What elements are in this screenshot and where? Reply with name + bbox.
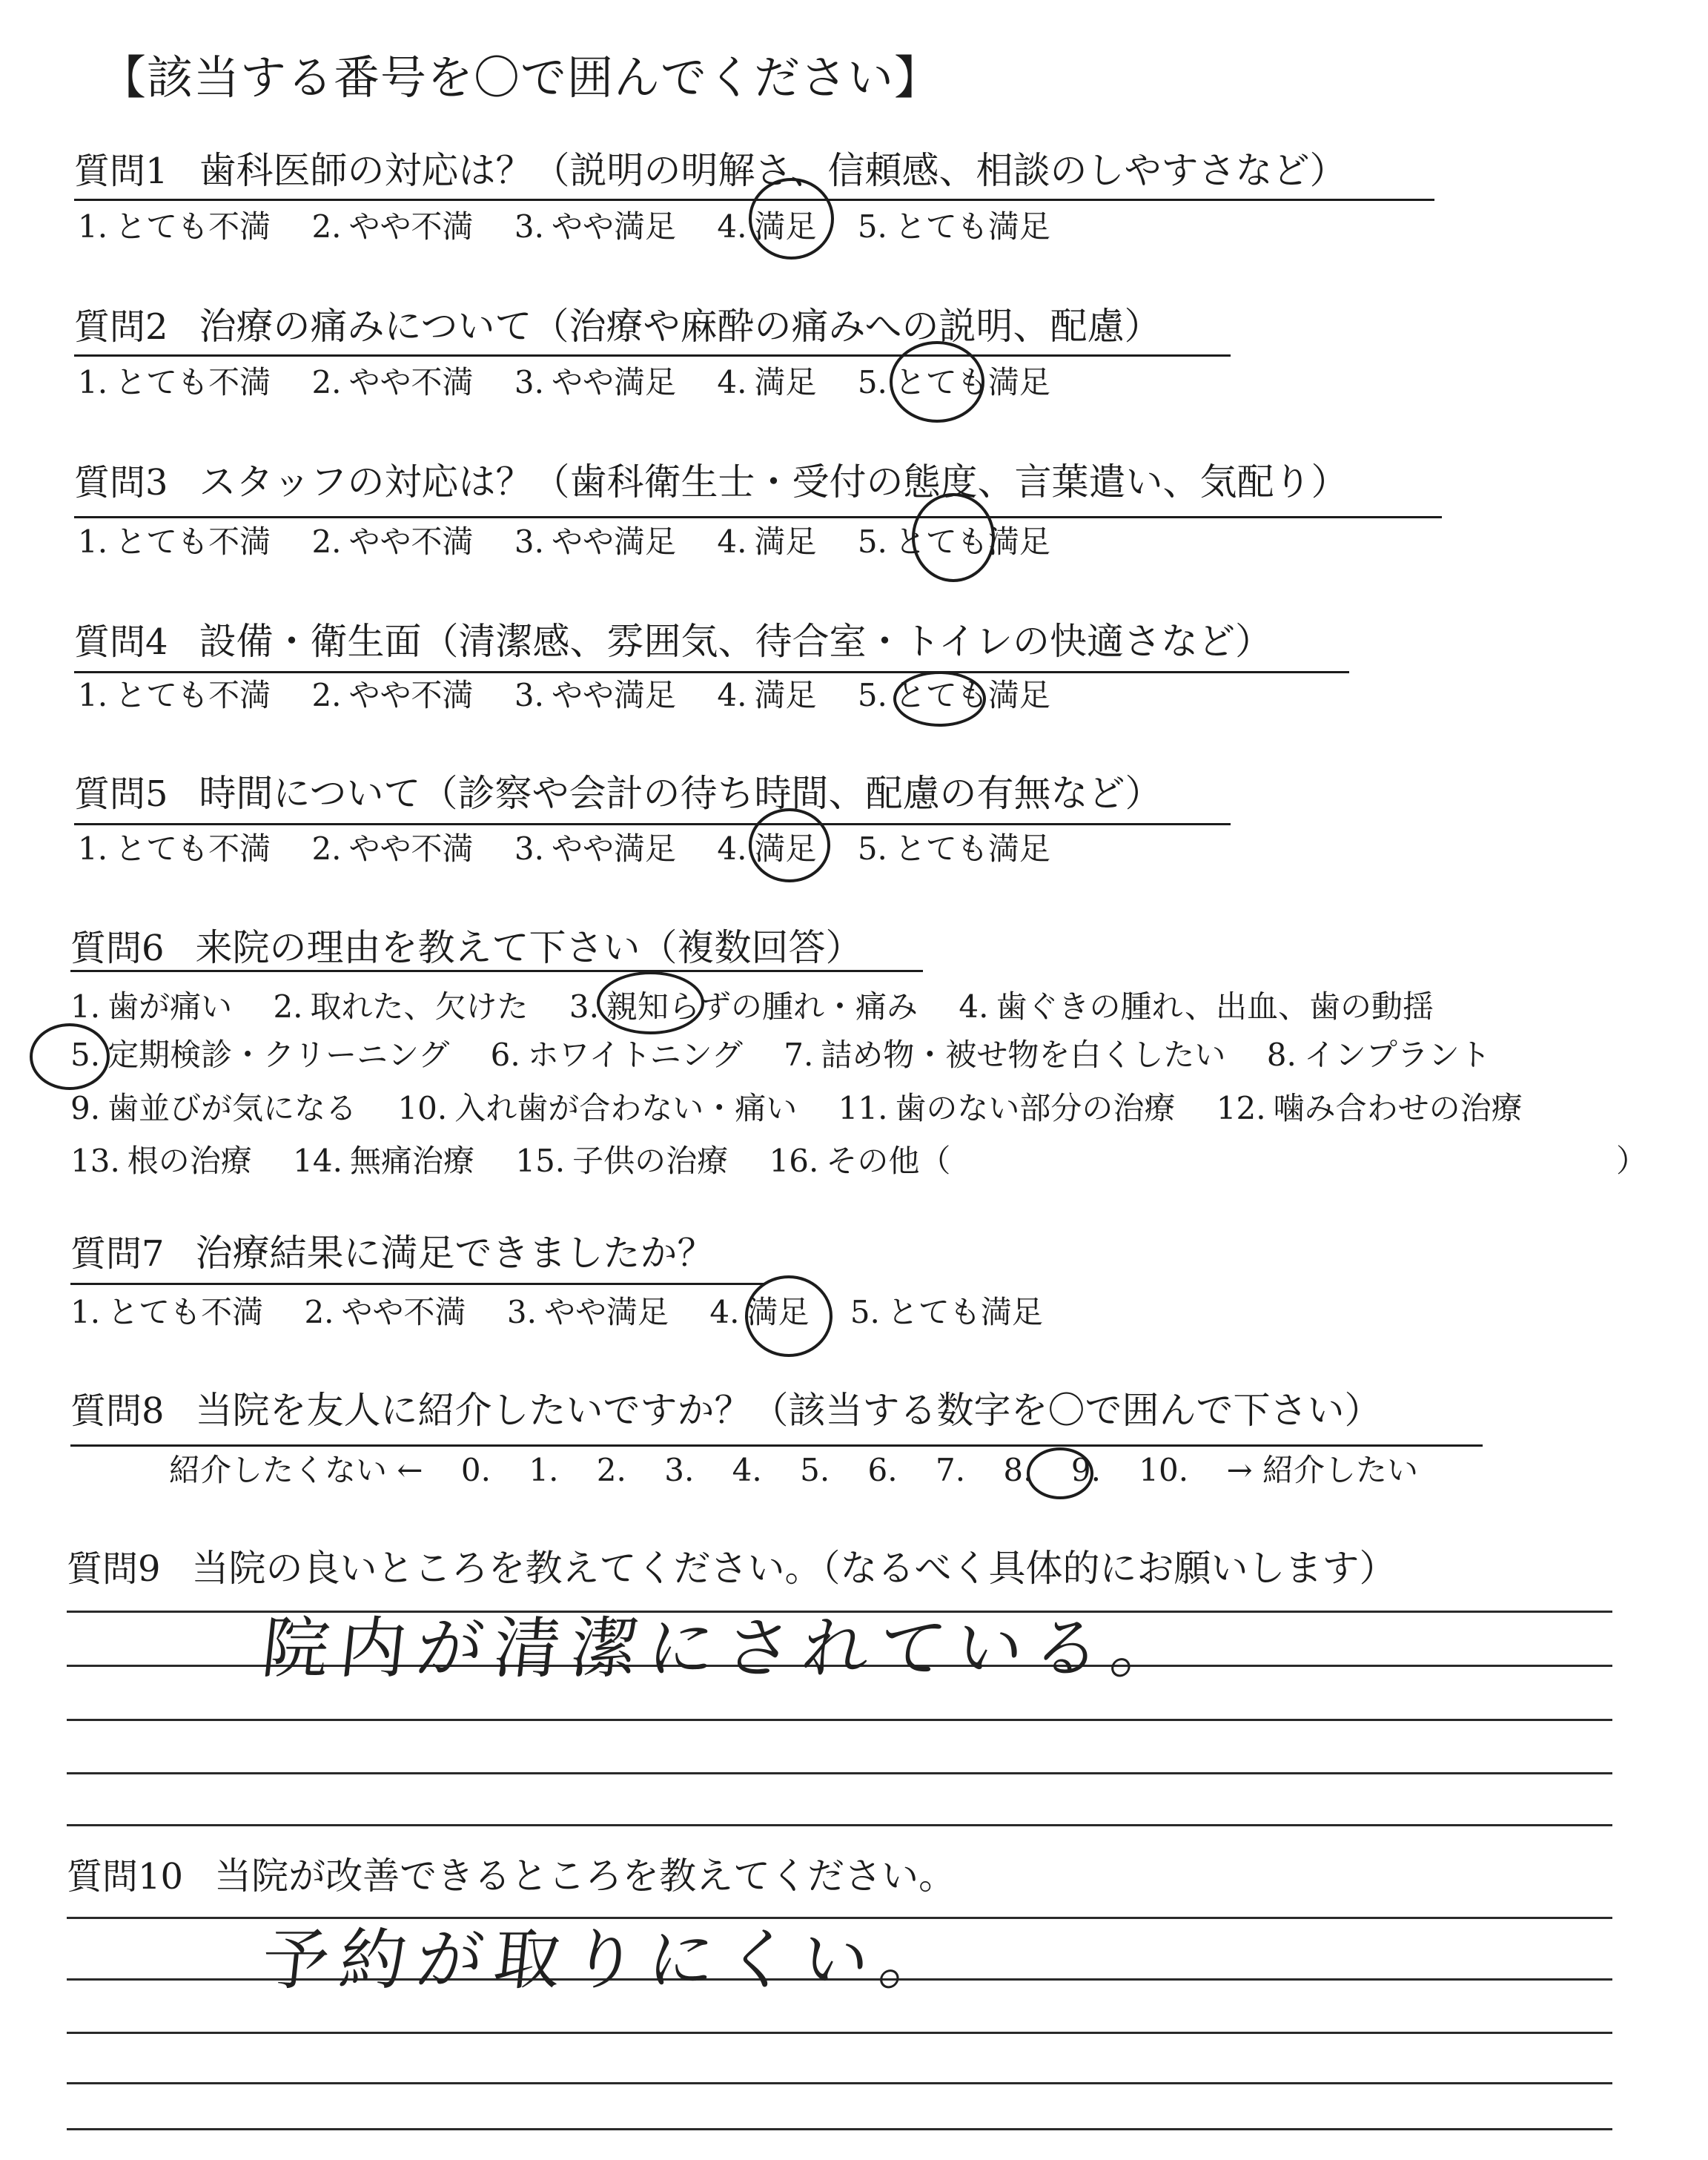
q3-option-3[interactable]: 3. やや満足 (514, 524, 676, 560)
question-3-underline (74, 516, 1442, 518)
q6-option-6[interactable]: 6. ホワイトニング (490, 1037, 743, 1073)
q5-option-2[interactable]: 2. やや不満 (311, 830, 474, 867)
q6-option-3[interactable]: 3. 親知らずの腫れ・痛み (569, 988, 918, 1025)
q6-option-8[interactable]: 8. インプラント (1266, 1037, 1491, 1073)
question-6-row-2 (70, 1034, 1491, 1076)
q6-option-14[interactable]: 14. 無痛治療 (293, 1143, 474, 1179)
question-6-row-4 (70, 1140, 950, 1182)
q3-option-5[interactable]: 5. とても満足 (857, 524, 1050, 560)
q2-option-1[interactable]: 1. とても不満 (78, 364, 271, 400)
q2-selection-circle (890, 341, 984, 423)
question-6-label: 質問6 (70, 928, 165, 969)
question-3-text: スタッフの対応は？（歯科衛生士・受付の態度、言葉遣い、気配り） (199, 460, 1348, 503)
q6-selection-circle-3 (597, 971, 704, 1034)
q6-option-1[interactable]: 1. 歯が痛い (70, 988, 233, 1025)
question-3 (74, 460, 1348, 505)
question-10 (67, 1854, 956, 1899)
q5-option-3[interactable]: 3. やや満足 (514, 830, 676, 867)
q8-scale-9[interactable]: 9. (1070, 1452, 1101, 1488)
q6-option-15[interactable]: 15. 子供の治療 (515, 1143, 729, 1179)
question-8-text: 当院を友人に紹介したいですか？（該当する数字を〇で囲んで下さい） (195, 1389, 1382, 1432)
question-6 (70, 925, 863, 971)
question-1 (74, 148, 1347, 194)
q2-option-2[interactable]: 2. やや不満 (311, 364, 474, 400)
q7-option-1[interactable]: 1. とても不満 (70, 1294, 264, 1330)
q8-scale-7[interactable]: 7. (935, 1452, 966, 1488)
question-5-underline (74, 823, 1231, 825)
question-7-options (70, 1292, 1043, 1333)
q3-option-1[interactable]: 1. とても不満 (78, 524, 271, 560)
q10-writing-line-3 (67, 2032, 1612, 2034)
q8-scale-5[interactable]: 5. (800, 1452, 830, 1488)
q8-scale-3[interactable]: 3. (664, 1452, 695, 1488)
q3-option-2[interactable]: 2. やや不満 (311, 524, 474, 560)
q7-option-3[interactable]: 3. やや満足 (506, 1294, 669, 1330)
q6-option-16[interactable]: 16. その他（ (769, 1143, 951, 1179)
q2-option-5[interactable]: 5. とても満足 (857, 364, 1050, 400)
q8-scale-6[interactable]: 6. (867, 1452, 898, 1488)
q7-option-2[interactable]: 2. やや不満 (304, 1294, 466, 1330)
q6-option-12[interactable]: 12. 噛み合わせの治療 (1216, 1090, 1523, 1126)
q4-option-5[interactable]: 5. とても満足 (857, 677, 1050, 713)
question-7-label: 質問7 (70, 1233, 165, 1275)
question-1-text: 歯科医師の対応は？（説明の明解さ、信頼感、相談のしやすさなど） (199, 149, 1347, 192)
question-8 (70, 1388, 1382, 1433)
question-2 (74, 304, 1162, 349)
q4-selection-circle (893, 671, 986, 727)
q5-option-5[interactable]: 5. とても満足 (857, 830, 1050, 867)
q4-option-3[interactable]: 3. やや満足 (514, 677, 676, 713)
question-8-label: 質問8 (70, 1390, 165, 1432)
question-2-label: 質問2 (74, 306, 168, 348)
q1-option-2[interactable]: 2. やや不満 (311, 208, 474, 245)
question-6-underline (70, 970, 923, 972)
question-10-text: 当院が改善できるところを教えてください。 (214, 1855, 956, 1898)
question-9 (67, 1546, 1397, 1591)
question-7-underline (70, 1283, 764, 1285)
question-2-underline (74, 354, 1231, 357)
q7-selection-circle (745, 1275, 833, 1357)
q6-selection-circle-5 (30, 1023, 110, 1090)
q2-option-3[interactable]: 3. やや満足 (514, 364, 676, 400)
q1-option-3[interactable]: 3. やや満足 (514, 208, 676, 245)
q8-scale-1[interactable]: 1. (529, 1452, 559, 1488)
q8-scale-10[interactable]: 10. (1139, 1452, 1189, 1488)
question-7-text: 治療結果に満足できましたか？ (195, 1232, 715, 1275)
q6-option-10[interactable]: 10. 入れ歯が合わない・痛い (397, 1090, 798, 1126)
question-5-options (78, 828, 1050, 870)
q6-option-9[interactable]: 9. 歯並びが気になる (70, 1090, 357, 1126)
question-9-text: 当院の良いところを教えてください。（なるべく具体的にお願いします） (191, 1547, 1397, 1590)
q10-writing-line-5 (67, 2128, 1612, 2130)
q4-option-1[interactable]: 1. とても不満 (78, 677, 271, 713)
question-4-underline (74, 671, 1349, 673)
q6-option-5[interactable]: 5. 定期検診・クリーニング (70, 1037, 450, 1073)
q9-writing-line-5 (67, 1824, 1612, 1826)
q8-scale-4[interactable]: 4. (732, 1452, 762, 1488)
q8-selection-circle (1027, 1447, 1093, 1499)
page-title: 【該当する番号を〇で囲んでください】 (100, 50, 941, 105)
q8-scale-left-label: 紹介したくない ← (169, 1452, 423, 1488)
q6-option-13[interactable]: 13. 根の治療 (70, 1143, 252, 1179)
question-8-underline (70, 1444, 1483, 1447)
q5-option-1[interactable]: 1. とても不満 (78, 830, 271, 867)
q9-writing-line-4 (67, 1772, 1612, 1774)
q6-other-close-paren: ） (1616, 1143, 1648, 1179)
question-6-row-1 (70, 986, 1434, 1028)
q6-option-11[interactable]: 11. 歯のない部分の治療 (838, 1090, 1176, 1126)
q10-writing-line-4 (67, 2082, 1612, 2084)
q8-scale-right-label: → 紹介したい (1226, 1452, 1418, 1488)
q1-selection-circle (749, 178, 834, 260)
q6-option-4[interactable]: 4. 歯ぐきの腫れ、出血、歯の動揺 (959, 988, 1434, 1025)
question-4 (74, 619, 1272, 664)
question-5 (74, 771, 1162, 816)
q7-option-4[interactable]: 4. 満足 (709, 1294, 810, 1330)
q4-option-4[interactable]: 4. 満足 (717, 677, 817, 713)
q8-scale-2[interactable]: 2. (596, 1452, 626, 1488)
question-8-scale (169, 1450, 1446, 1491)
q6-option-2[interactable]: 2. 取れた、欠けた (273, 988, 529, 1025)
q9-handwritten-answer: 院内が清潔にされている。 (258, 1610, 1192, 1688)
question-4-text: 設備・衛生面（清潔感、雰囲気、待合室・トイレの快適さなど） (199, 620, 1273, 663)
q3-selection-circle (912, 493, 995, 582)
q6-option-7[interactable]: 7. 詰め物・被せ物を白くしたい (784, 1037, 1226, 1073)
q5-option-4[interactable]: 4. 満足 (717, 830, 817, 867)
q1-option-1[interactable]: 1. とても不満 (78, 208, 271, 245)
question-4-label: 質問4 (74, 621, 168, 663)
q1-option-4[interactable]: 4. 満足 (717, 208, 817, 245)
question-9-label: 質問9 (67, 1548, 161, 1590)
question-6-text: 来院の理由を教えて下さい（複数回答） (195, 926, 863, 969)
question-3-options (78, 521, 1050, 563)
q4-option-2[interactable]: 2. やや不満 (311, 677, 474, 713)
question-10-label: 質問10 (67, 1856, 184, 1898)
question-1-label: 質問1 (74, 151, 168, 192)
question-1-options (78, 206, 1050, 248)
q10-handwritten-answer: 予約が取りにくい。 (258, 1921, 961, 1999)
q9-writing-line-3 (67, 1719, 1612, 1721)
question-7 (70, 1231, 715, 1276)
q3-option-4[interactable]: 4. 満足 (717, 524, 817, 560)
question-2-text: 治療の痛みについて（治療や麻酔の痛みへの説明、配慮） (199, 305, 1162, 348)
q8-scale-0[interactable]: 0. (460, 1452, 491, 1488)
question-5-label: 質問5 (74, 773, 168, 815)
q8-scale-8[interactable]: 8. (1003, 1452, 1033, 1488)
q7-option-5[interactable]: 5. とても満足 (850, 1294, 1043, 1330)
q1-option-5[interactable]: 5. とても満足 (857, 208, 1050, 245)
question-3-label: 質問3 (74, 462, 168, 503)
q2-option-4[interactable]: 4. 満足 (717, 364, 817, 400)
q5-selection-circle (749, 808, 830, 882)
question-6-row-3 (70, 1088, 1523, 1129)
question-5-text: 時間について（診察や会計の待ち時間、配慮の有無など） (199, 772, 1162, 815)
